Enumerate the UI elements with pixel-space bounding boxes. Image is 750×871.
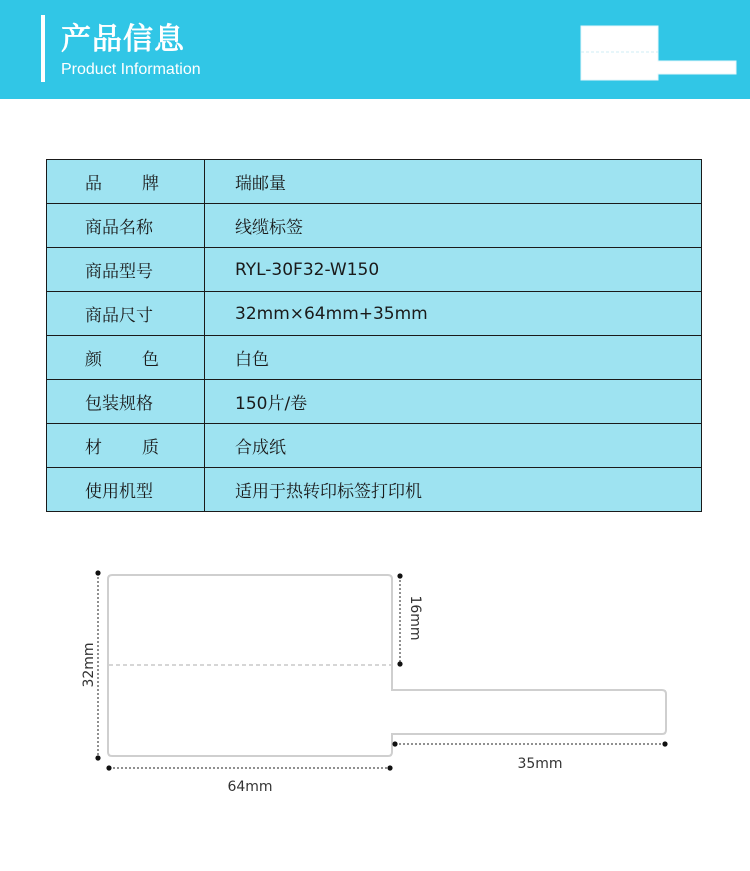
- table-row: [47, 292, 702, 336]
- spec-table: [46, 159, 702, 512]
- top-height-dimension-label: 16mm: [407, 595, 423, 641]
- spec-value: 白色: [205, 336, 702, 380]
- spec-label-text: 颜 色: [85, 350, 159, 370]
- spec-value: 线缆标签: [205, 204, 702, 248]
- tail-dimension-label: 35mm: [517, 756, 563, 772]
- spec-label: 使用机型: [47, 468, 205, 512]
- table-row: [47, 336, 702, 380]
- spec-label: 包装规格: [47, 380, 205, 424]
- width-dimension-dot-left: [106, 765, 111, 770]
- label-shape-icon: [578, 24, 738, 84]
- height-dimension-dot-bottom: [95, 755, 100, 760]
- width-dimension-label: 64mm: [227, 779, 273, 795]
- label-dimension-diagram: [0, 540, 750, 840]
- table-row: [47, 468, 702, 512]
- spec-value: 32mm×64mm+35mm: [205, 292, 702, 336]
- width-dimension-dot-right: [387, 765, 392, 770]
- spec-value: 150片/卷: [205, 380, 702, 424]
- height-dimension-label: 32mm: [81, 642, 97, 688]
- spec-label: [47, 160, 205, 204]
- page-subtitle: Product Information: [61, 61, 201, 78]
- page-title: 产品信息: [61, 22, 185, 57]
- spec-label: [47, 424, 205, 468]
- label-outline: [108, 575, 666, 756]
- table-row: [47, 160, 702, 204]
- top-height-dimension-dot-top: [397, 573, 402, 578]
- table-row: [47, 204, 702, 248]
- spec-label-text: 品 牌: [85, 174, 159, 194]
- spec-label: [47, 336, 205, 380]
- spec-label: 商品名称: [47, 204, 205, 248]
- header-accent-bar: [41, 15, 45, 82]
- tail-dimension-dot-left: [392, 741, 397, 746]
- spec-value: RYL-30F32-W150: [205, 248, 702, 292]
- table-row: [47, 424, 702, 468]
- height-dimension-dot-top: [95, 570, 100, 575]
- header-banner: [0, 0, 750, 99]
- top-height-dimension-dot-bottom: [397, 661, 402, 666]
- tail-dimension-dot-right: [662, 741, 667, 746]
- table-row: [47, 380, 702, 424]
- spec-label-text: 材 质: [85, 438, 159, 458]
- spec-label: 商品型号: [47, 248, 205, 292]
- spec-value: 瑞邮量: [205, 160, 702, 204]
- spec-value: 适用于热转印标签打印机: [205, 468, 702, 512]
- spec-label: 商品尺寸: [47, 292, 205, 336]
- spec-value: 合成纸: [205, 424, 702, 468]
- table-row: [47, 248, 702, 292]
